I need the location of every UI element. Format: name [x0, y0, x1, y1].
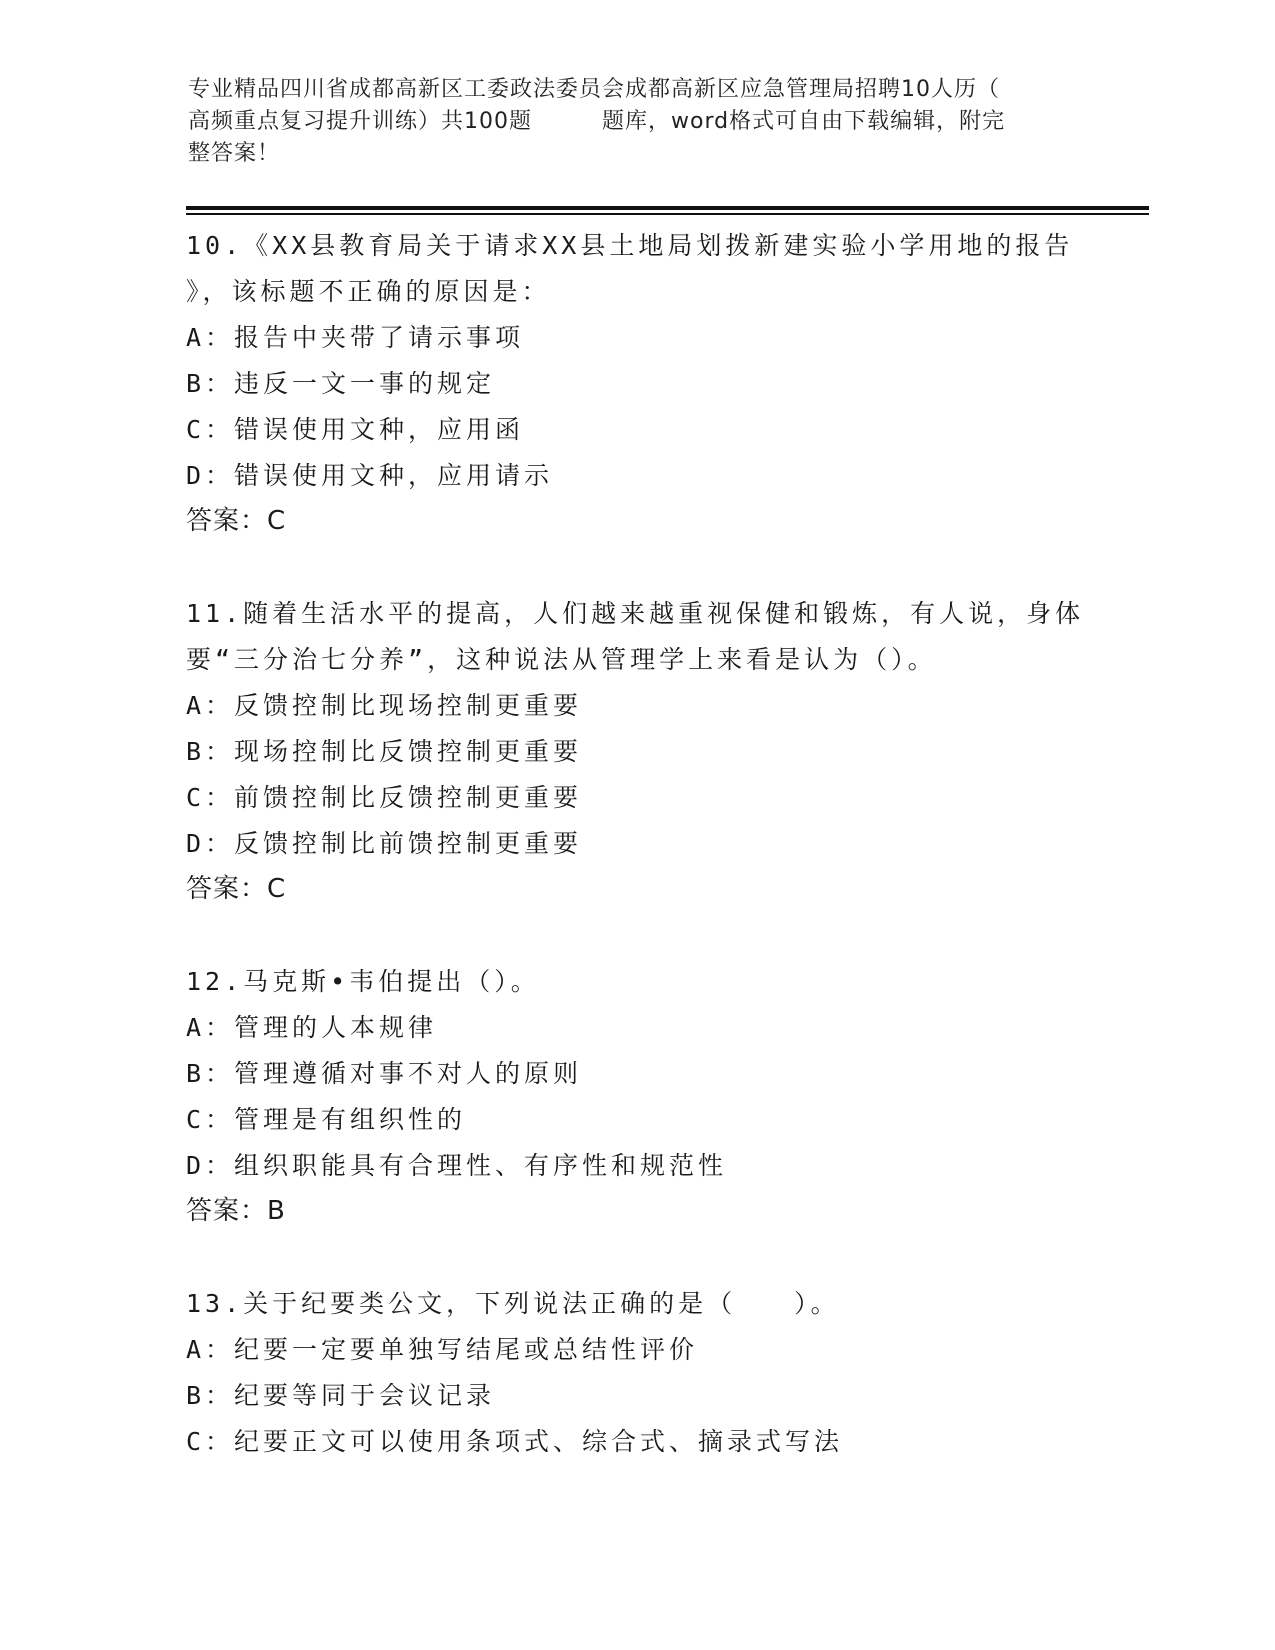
option-d: D：反馈控制比前馈控制更重要 [186, 829, 583, 858]
option-d: D：错误使用文种，应用请示 [186, 461, 554, 490]
header-line-1: 专业精品四川省成都高新区工委政法委员会成都高新区应急管理局招聘10人历（ [188, 77, 1000, 102]
question-stem-continued: 》，该标题不正确的原因是： [186, 277, 551, 306]
option-b: B：现场控制比反馈控制更重要 [186, 737, 583, 766]
question-10 [186, 223, 1086, 545]
question-stem-continued: 要“三分治七分养”，这种说法从管理学上来看是认为（）。 [186, 645, 937, 674]
option-c: C：管理是有组织性的 [186, 1105, 467, 1134]
question-stem: 11.随着生活水平的提高，人们越来越重视保健和锻炼，有人说，身体 [186, 599, 1085, 628]
question-stem: 10.《XX县教育局关于请求XX县土地局划拨新建实验小学用地的报告 [186, 231, 1074, 260]
option-d: D：组织职能具有合理性、有序性和规范性 [186, 1151, 728, 1180]
question-stem: 13.关于纪要类公文，下列说法正确的是（ ）。 [186, 1289, 840, 1318]
document-header [188, 74, 1068, 170]
option-b: B：管理遵循对事不对人的原则 [186, 1059, 583, 1088]
answer: 答案：C [186, 506, 287, 536]
header-line-3: 整答案！ [188, 141, 281, 166]
answer: 答案：B [186, 1196, 286, 1226]
option-a: A：报告中夹带了请示事项 [186, 323, 525, 352]
option-a: A：反馈控制比现场控制更重要 [186, 691, 583, 720]
question-12 [186, 959, 1086, 1235]
header-divider-thin [186, 213, 1149, 215]
question-13 [186, 1281, 1086, 1465]
question-list [186, 223, 1086, 1511]
answer: 答案：C [186, 874, 287, 904]
option-a: A：纪要一定要单独写结尾或总结性评价 [186, 1335, 699, 1364]
header-line-2b: 题库，word格式可自由下载编辑，附完 [602, 109, 1006, 134]
question-stem: 12.马克斯•韦伯提出（）。 [186, 967, 540, 996]
question-11 [186, 591, 1086, 913]
header-divider-thick [186, 206, 1149, 210]
option-b: B：纪要等同于会议记录 [186, 1381, 496, 1410]
option-a: A：管理的人本规律 [186, 1013, 438, 1042]
option-c: C：纪要正文可以使用条项式、综合式、摘录式写法 [186, 1427, 844, 1456]
header-line-2a: 高频重点复习提升训练）共100题 [188, 109, 532, 134]
option-b: B：违反一文一事的规定 [186, 369, 496, 398]
option-c: C：前馈控制比反馈控制更重要 [186, 783, 583, 812]
option-c: C：错误使用文种，应用函 [186, 415, 525, 444]
header-line-2 [188, 106, 1068, 138]
